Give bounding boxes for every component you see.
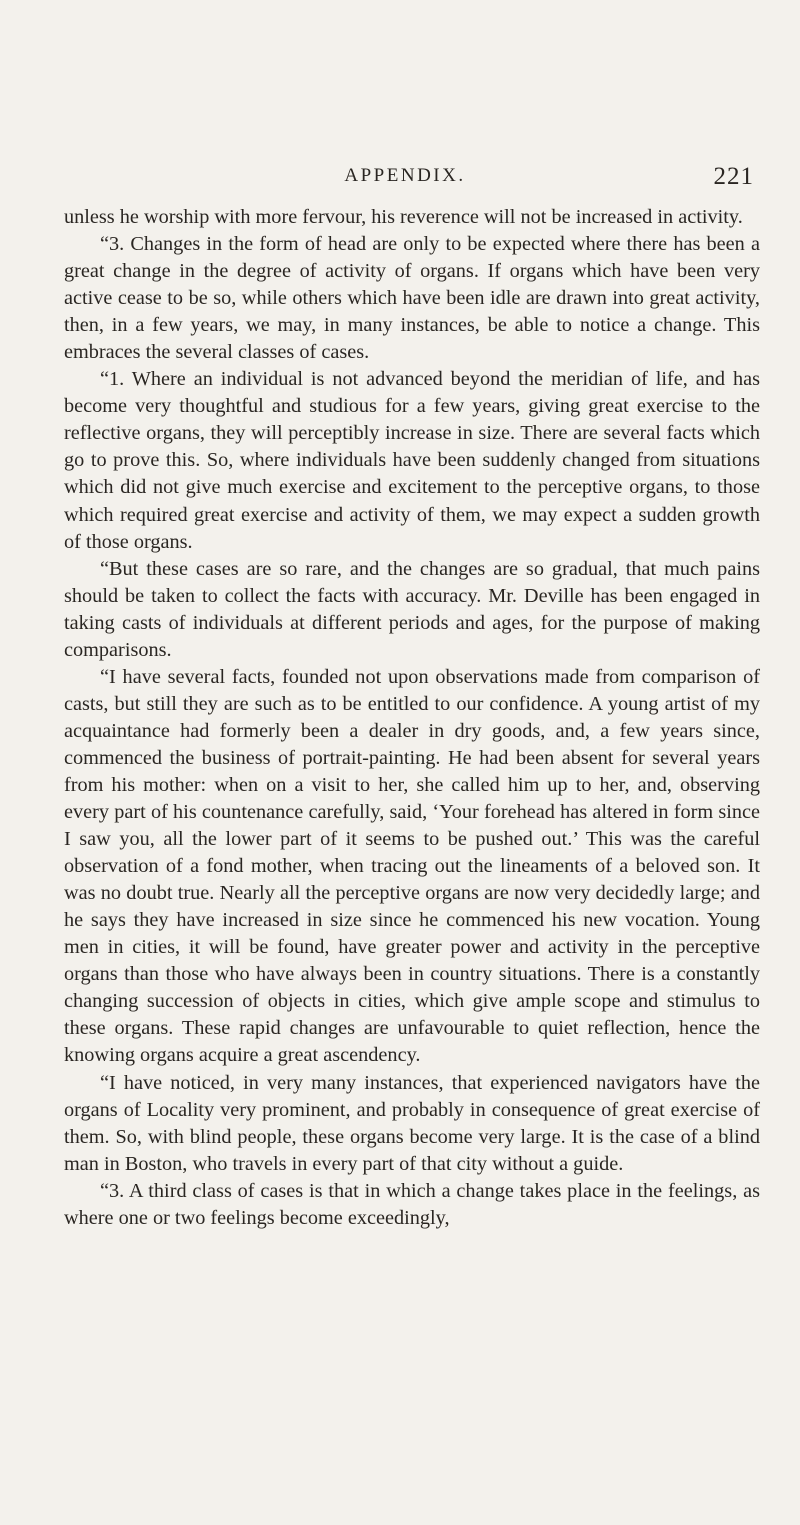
paragraph-case-3: “3. A third class of cases is that in which a change takes place in the feelings, as where one or two feelings become exceedingly, bbox=[64, 1179, 760, 1229]
paragraph-rare-cases: “But these cases are so rare, and the changes are so gradual, that much pains should be taken to collect the facts with accuracy. Mr. Deville has been engaged in taking casts of individuals at different periods and ages, for the purpose of making comparisons. bbox=[64, 557, 760, 661]
paragraph-case-1: “1. Where an individual is not advanced beyond the meridian of life, and has become very thoughtful and studious for a few years, giving great exercise to the reflective organs, they will perceptibly increase in size. There are several facts which go to prove this. So, where individuals have been suddenly changed from situations which did not give much exercise and excitement to the perceptive organs, to those which required great exercise and activity of them, we may expect a sudden growth of those organs. bbox=[64, 368, 760, 553]
body-text bbox=[64, 204, 760, 1232]
paragraph-artist-example: “I have several facts, founded not upon observations made from comparison of casts, but still they are such as to be entitled to our confidence. A young artist of my acquaintance had formerly been a dealer in dry goods, and, a few years since, commenced the business of portrait-painting. He had been absent for several years from his mother: when on a visit to her, she called him up to her, and, observing every part of his countenance carefully, said, ‘Your forehead has altered in form since I saw you, all the lower part of it seems to be pushed out.’ This was the careful observation of a fond mother, when tracing out the lineaments of a beloved son. It was no doubt true. Nearly all the perceptive organs are now very decidedly large; and he says they have increased in size since he commenced his new vocation. Young men in cities, it will be found, have greater power and activity in the perceptive organs than those who have always been in country situations. There is a constantly changing succession of objects in cities, which give ample scope and stimulus to these organs. These rapid changes are unfavourable to quiet reflection, hence the knowing organs acquire a great ascendency. bbox=[64, 665, 760, 1067]
running-head bbox=[56, 163, 754, 193]
paragraph-changes-in-form: “3. Changes in the form of head are only to be expected where there has been a great change in the degree of activity of organs. If organs which have been very active cease to be so, while others which have been idle are drawn into great activity, then, in a few years, we may, in many instances, be able to notice a change. This embraces the several classes of cases. bbox=[64, 233, 760, 364]
running-head-title: APPENDIX. bbox=[344, 165, 466, 186]
paragraph-continuation: unless he worship with more fervour, his reverence will not be increased in activity. bbox=[64, 206, 743, 228]
page-number: 221 bbox=[713, 163, 754, 190]
paragraph-navigators: “I have noticed, in very many instances, that experienced navigators have the organs of Locality very prominent, and probably in consequence of great exercise of them. So, with blind people, these organs become very large. It is the case of a blind man in Boston, who travels in every part of that city without a guide. bbox=[64, 1071, 760, 1175]
